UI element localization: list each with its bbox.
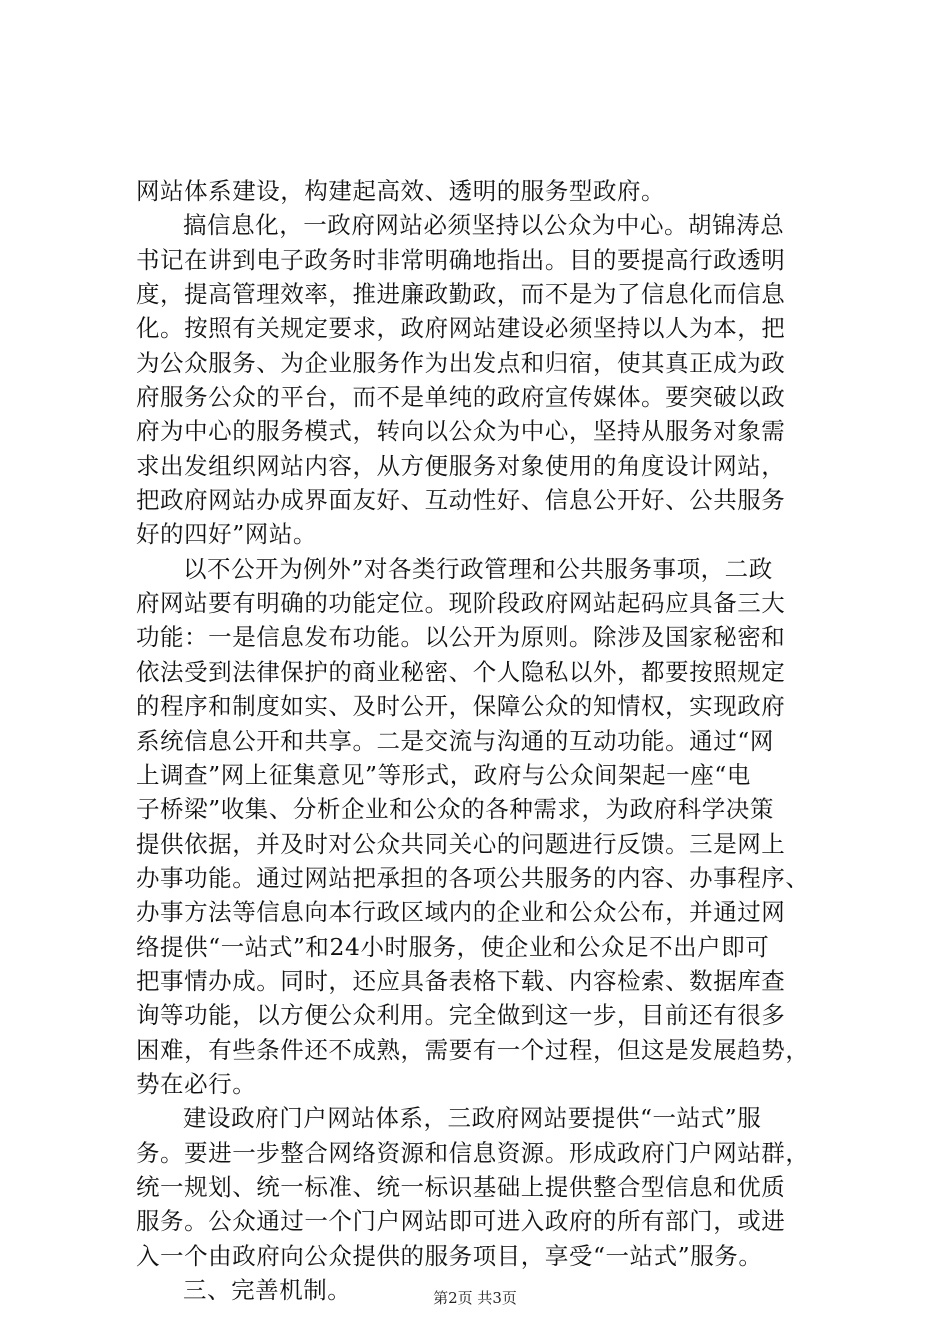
text-line: 功能：一是信息发布功能。以公开为原则。除涉及国家秘密和 — [136, 623, 786, 652]
text-line: 统一规划、统一标准、统一标识基础上提供整合型信息和优质 — [136, 1172, 786, 1201]
text-line: 服务。公众通过一个门户网站即可进入政府的所有部门，或进 — [136, 1207, 786, 1236]
text-line: 入一个由政府向公众提供的服务项目，享受“一站式”服务。 — [136, 1241, 763, 1270]
text-line: 府为中心的服务模式，转向以公众为中心，坚持从服务对象需 — [136, 417, 786, 446]
paragraph-start-line: 搞信息化，一政府网站必须坚持以公众为中心。胡锦涛总 — [183, 211, 785, 240]
text-line: 子桥梁”收集、分析企业和公众的各种需求，为政府科学决策 — [136, 795, 774, 824]
text-line: 府服务公众的平台，而不是单纯的政府宣传媒体。要突破以政 — [136, 383, 786, 412]
text-line: 府网站要有明确的功能定位。现阶段政府网站起码应具备三大 — [136, 589, 786, 618]
text-line: 求出发组织网站内容，从方便服务对象使用的角度设计网站， — [136, 451, 786, 480]
text-line: 化。按照有关规定要求，政府网站建设必须坚持以人为本，把 — [136, 314, 786, 343]
text-line: 系统信息公开和共享。二是交流与沟通的互动功能。通过“网 — [136, 726, 774, 755]
text-line: 为公众服务、为企业服务作为出发点和归宿，使其真正成为政 — [136, 348, 786, 377]
text-line: 依法受到法律保护的商业秘密、个人隐私以外，都要按照规定 — [136, 657, 786, 686]
text-line: 好的四好”网站。 — [136, 520, 317, 549]
text-line: 的程序和制度如实、及时公开，保障公众的知情权，实现政府 — [136, 692, 786, 721]
text-line: 度，提高管理效率，推进廉政勤政，而不是为了信息化而信息 — [136, 280, 786, 309]
page-footer — [0, 1287, 950, 1308]
text-line: 书记在讲到电子政务时非常明确地指出。目的要提高行政透明 — [136, 245, 786, 274]
text-line: 办事方法等信息向本行政区域内的企业和公众公布，并通过网 — [136, 898, 786, 927]
text-line: 把政府网站办成界面友好、互动性好、信息公开好、公共服务 — [136, 486, 786, 515]
text-line: 询等功能，以方便公众利用。完全做到这一步，目前还有很多 — [136, 1001, 786, 1030]
text-line: 势在必行。 — [136, 1069, 257, 1098]
text-line: 困难，有些条件还不成熟，需要有一个过程，但这是发展趋势， — [136, 1035, 810, 1064]
paragraph-start-line: 以不公开为例外”对各类行政管理和公共服务事项，二政 — [183, 554, 773, 583]
document-body — [136, 174, 836, 1307]
section-heading: 三、完善机制。 — [183, 1276, 352, 1304]
text-line: 把事情办成。同时，还应具备表格下载、内容检索、数据库查 — [136, 966, 786, 995]
text-line: 务。要进一步整合网络资源和信息资源。形成政府门户网站群， — [136, 1138, 810, 1167]
paragraph-start-line: 建设政府门户网站体系，三政府网站要提供“一站式”服 — [183, 1104, 762, 1133]
text-line: 办事功能。通过网站把承担的各项公共服务的内容、办事程序、 — [136, 863, 810, 892]
text-line: 上调查”网上征集意见”等形式，政府与公众间架起一座“电 — [136, 760, 751, 789]
text-line: 提供依据，并及时对公众共同关心的问题进行反馈。三是网上 — [136, 829, 786, 858]
page-number-label: 第2页 共3页 — [433, 1289, 517, 1307]
text-line: 网站体系建设，构建起高效、透明的服务型政府。 — [136, 177, 666, 205]
text-line: 络提供“一站式”和24小时服务，使企业和公众足不出户即可 — [136, 932, 770, 961]
